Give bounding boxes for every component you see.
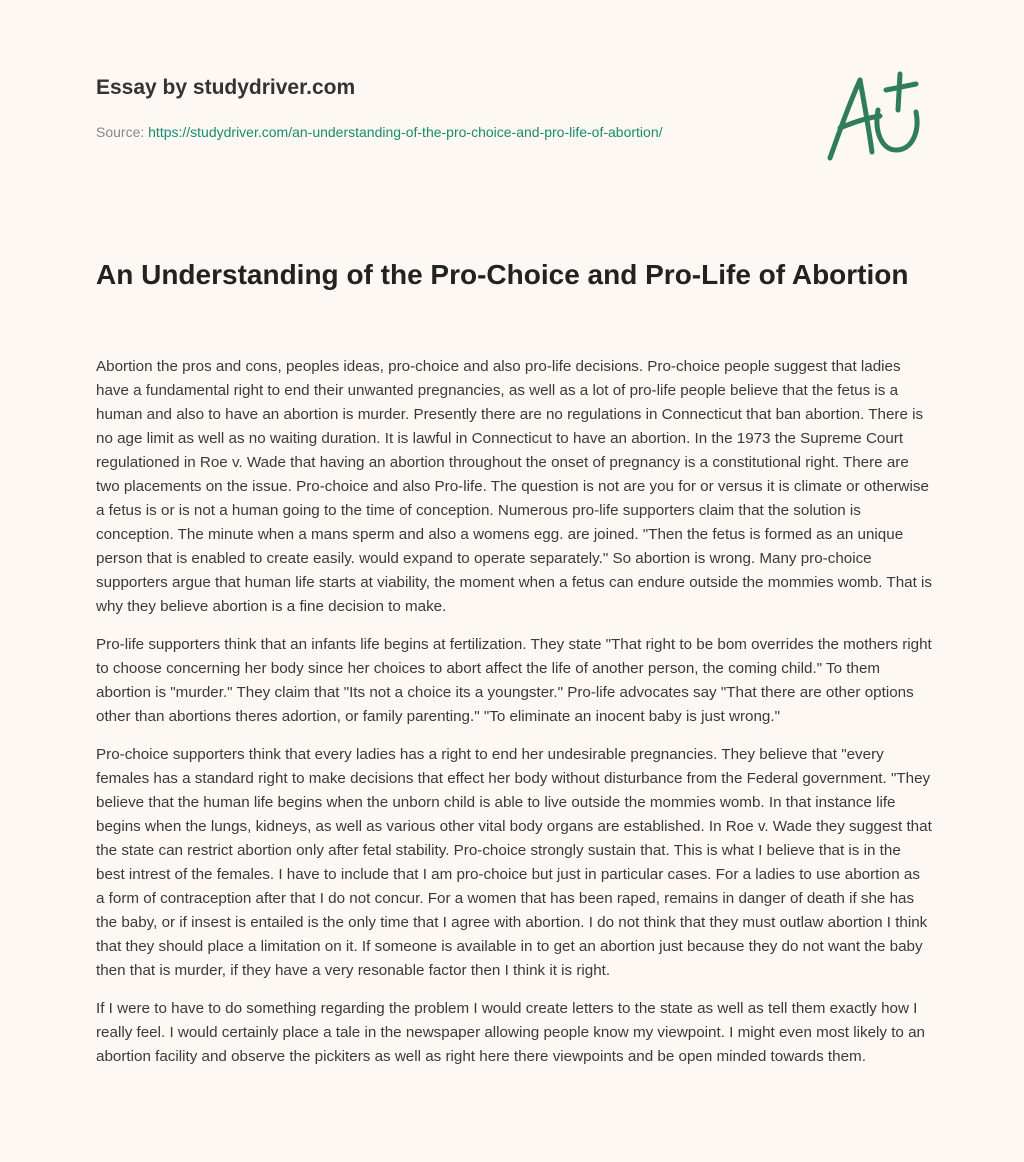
essay-body: [96, 355, 932, 1083]
source-link[interactable]: https://studydriver.com/an-understanding-of-the-pro-choice-and-pro-life-of-abortion/: [148, 124, 663, 140]
a-plus-logo-icon: [820, 66, 930, 166]
source-line: [96, 122, 796, 142]
essay-title: An Understanding of the Pro-Choice and Pro-Life of Abortion: [96, 259, 909, 290]
source-label: Source:: [96, 124, 145, 140]
site-title: Essay by studydriver.com: [96, 76, 356, 99]
essay-paragraph: Pro-life supporters think that an infants life begins at fertilization. They state "That right to be bom overrides the mothers right to choose concerning her body since her choices to abort affect the life of another person, the coming child." To them abortion is "murder." They claim that "Its not a choice its a youngster." Pro-life advocates say "That there are other options other than abortions theres adortion, or family parenting." "To eliminate an inocent baby is just wrong.": [96, 636, 932, 725]
essay-paragraph: If I were to have to do something regarding the problem I would create letters to the state as well as tell them exactly how I really feel. I would certainly place a tale in the newspaper allowing people know my viewpoint. I might even most likely to an abortion facility and observe the pickiters as well as right here there viewpoints and be open minded towards them.: [96, 1000, 925, 1065]
essay-paragraph: Abortion the pros and cons, peoples ideas, pro-choice and also pro-life decisions. Pro-choice people suggest that ladies have a fundamental right to end their unwanted pregnancies, as well as a lot of pro-life people believe that the fetus is a human and also to have an abortion is murder. Presently there are no regulations in Connecticut that ban abortion. There is no age limit as well as no waiting duration. It is lawful in Connecticut to have an abortion. In the 1973 the Supreme Court regulationed in Roe v. Wade that having an abortion throughout the onset of pregnancy is a constitutional right. There are two placements on the issue. Pro-choice and also Pro-life. The question is not are you for or versus it is climate or otherwise a fetus is or is not a human going to the time of conception. Numerous pro-life supporters claim that the solution is conception. The minute when a mans sperm and also a womens egg. are joined. "Then the fetus is formed as an unique person that is enabled to create easily. would expand to operate separately." So abortion is wrong. Many pro-choice supporters argue that human life starts at viability, the moment when a fetus can endure outside the mommies womb. That is why they believe abortion is a fine decision to make.: [96, 358, 933, 615]
header: [96, 72, 796, 142]
essay-paragraph: Pro-choice supporters think that every ladies has a right to end her undesirable pregnancies. They believe that "every females has a standard right to make decisions that effect her body without disturbance from the Federal government. "They believe that the human life begins when the unborn child is able to live outside the mommies womb. In that instance life begins when the lungs, kidneys, as well as various other vital body organs are established. In Roe v. Wade they suggest that the state can restrict abortion only after fetal stability. Pro-choice strongly sustain that. This is what I believe that is in the best intrest of the females. I have to include that I am pro-choice but just in particular cases. For a ladies to use abortion as a form of contraception after that I do not concur. For a women that has been raped, remains in danger of death if she has the baby, or if insest is entailed is the only time that I agree with abortion. I do not think that they must outlaw abortion I think that they should place a limitation on it. If someone is available in to get an abortion just because they do not want the baby then that is murder, if they have a very resonable factor then I think it is right.: [96, 746, 932, 979]
